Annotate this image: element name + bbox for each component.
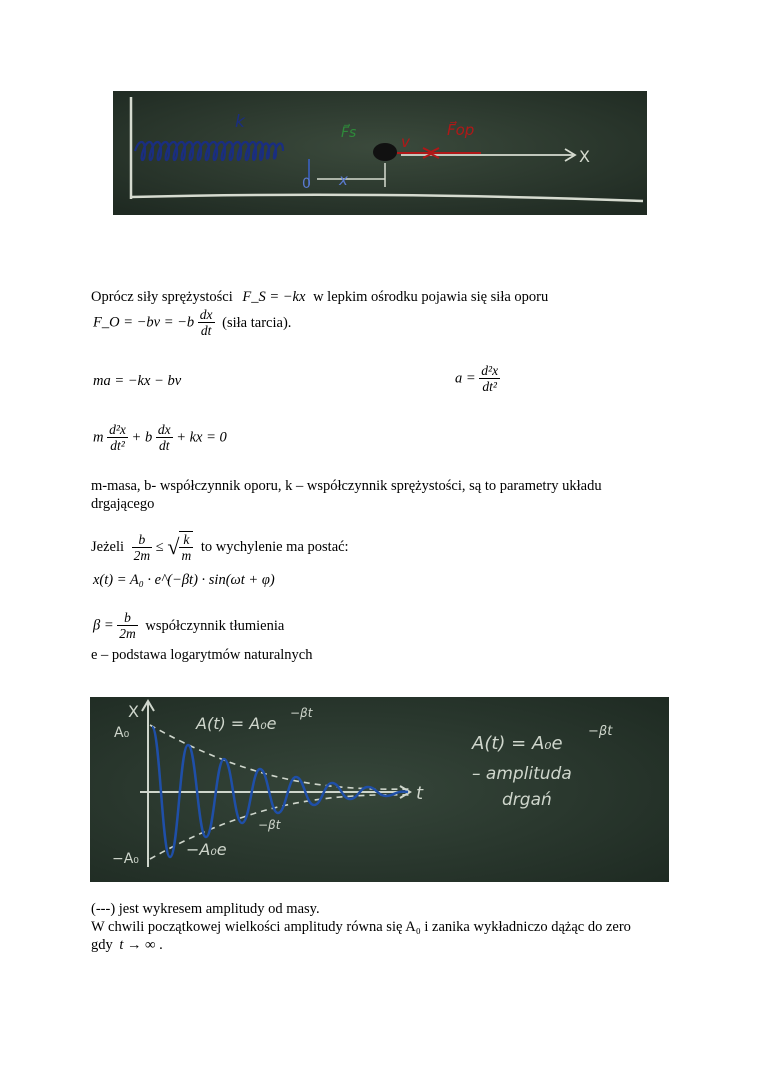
label-origin: 0: [302, 176, 311, 192]
mass-ball: [373, 143, 397, 161]
label-a0: A₀: [114, 725, 130, 741]
condition-line: Jeżeli $\frac{b}{2m}$ ≤ √ $\frac{k}{m}$ to wychylenie ma postać:: [91, 531, 349, 563]
para-parameters-2: drgającego: [91, 496, 155, 512]
label-top-envelope: A(t) = A₀e: [196, 714, 277, 733]
label-neg-a0: −A₀: [112, 851, 139, 867]
eq-fs: F_S = −kx: [242, 289, 306, 305]
frac-dx-dt: $\frac{dx}{dt}$: [199, 307, 213, 338]
label-k: k: [235, 112, 245, 132]
label-right-exp: −βt: [588, 724, 613, 739]
sqrt-k-m: √ $\frac{k}{m}$: [167, 532, 192, 563]
para-amplitude-3: gdy t → ∞ .: [91, 937, 163, 953]
text-opocz: Oprócz siły sprężystości: [91, 289, 233, 305]
label-v: v: [401, 133, 410, 151]
frac-b-2m: $\frac{b}{2m}$: [133, 531, 151, 563]
text-lepki: w lepkim ośrodku pojawia się siła oporu: [313, 289, 549, 305]
label-bottom-exp: −βt: [258, 818, 281, 832]
eq-differential: m $\frac{\text{d²x}}{\text{dt²}}$ + b $\frac{dx}{dt}$ + kx = 0: [93, 422, 227, 453]
label-top-exp: −βt: [290, 706, 313, 720]
label-t: t: [416, 783, 424, 804]
damped-oscillation-photo: [90, 697, 669, 882]
frac-d2x-dt2-2: $\frac{\text{d²x}}{\text{dt²}}$: [109, 422, 126, 453]
label-x: x: [339, 171, 348, 189]
label-x-axis: X: [579, 147, 590, 166]
label-fop: F⃗op: [447, 121, 475, 139]
label-right-drgan: drgań: [502, 790, 552, 810]
spring-mass-photo: [113, 91, 647, 215]
frac-d2x-dt2: $\frac{\text{d²x}}{\text{dt²}}$: [481, 363, 499, 394]
frac-b-2m-2: $\frac{b}{2m}$: [119, 610, 136, 641]
eq-friction-force: [93, 307, 291, 338]
eq-solution: x(t) = A₀ · e^(−βt) · sin(ωt + φ): [93, 572, 275, 588]
label-x-fig2: X: [128, 702, 139, 721]
eq-fo: F_O = −bv = −b: [93, 314, 195, 331]
text-sila-tarcia: (siła tarcia).: [222, 314, 292, 331]
para-amplitude-1: (---) jest wykresem amplitudy od masy.: [91, 901, 320, 917]
para-amplitude-2: W chwili początkowej wielkości amplitudy równa się A₀ i zanika wykładniczo dążąc do zero: [91, 919, 631, 935]
label-right-formula: A(t) = A₀e: [472, 733, 563, 754]
e-definition: e – podstawa logarytmów naturalnych: [91, 647, 313, 663]
para-elastic-force: [91, 288, 548, 306]
eq-acceleration: [455, 363, 500, 394]
beta-line: β = $\frac{b}{2m}$ współczynnik tłumienia: [93, 610, 285, 641]
eq-newton: ma = −kx − bv: [93, 373, 182, 389]
para-parameters-1: m-masa, b- współczynnik oporu, k – współczynnik sprężystości, są to parametry układu: [91, 478, 602, 494]
label-right-amplitude: – amplituda: [472, 764, 572, 784]
label-bottom-envelope: −A₀e: [186, 840, 227, 859]
label-fs: F⃗s: [341, 125, 357, 141]
frac-dx-dt-2: $\frac{dx}{dt}$: [157, 422, 171, 453]
eq-a-left: a =: [455, 370, 476, 387]
